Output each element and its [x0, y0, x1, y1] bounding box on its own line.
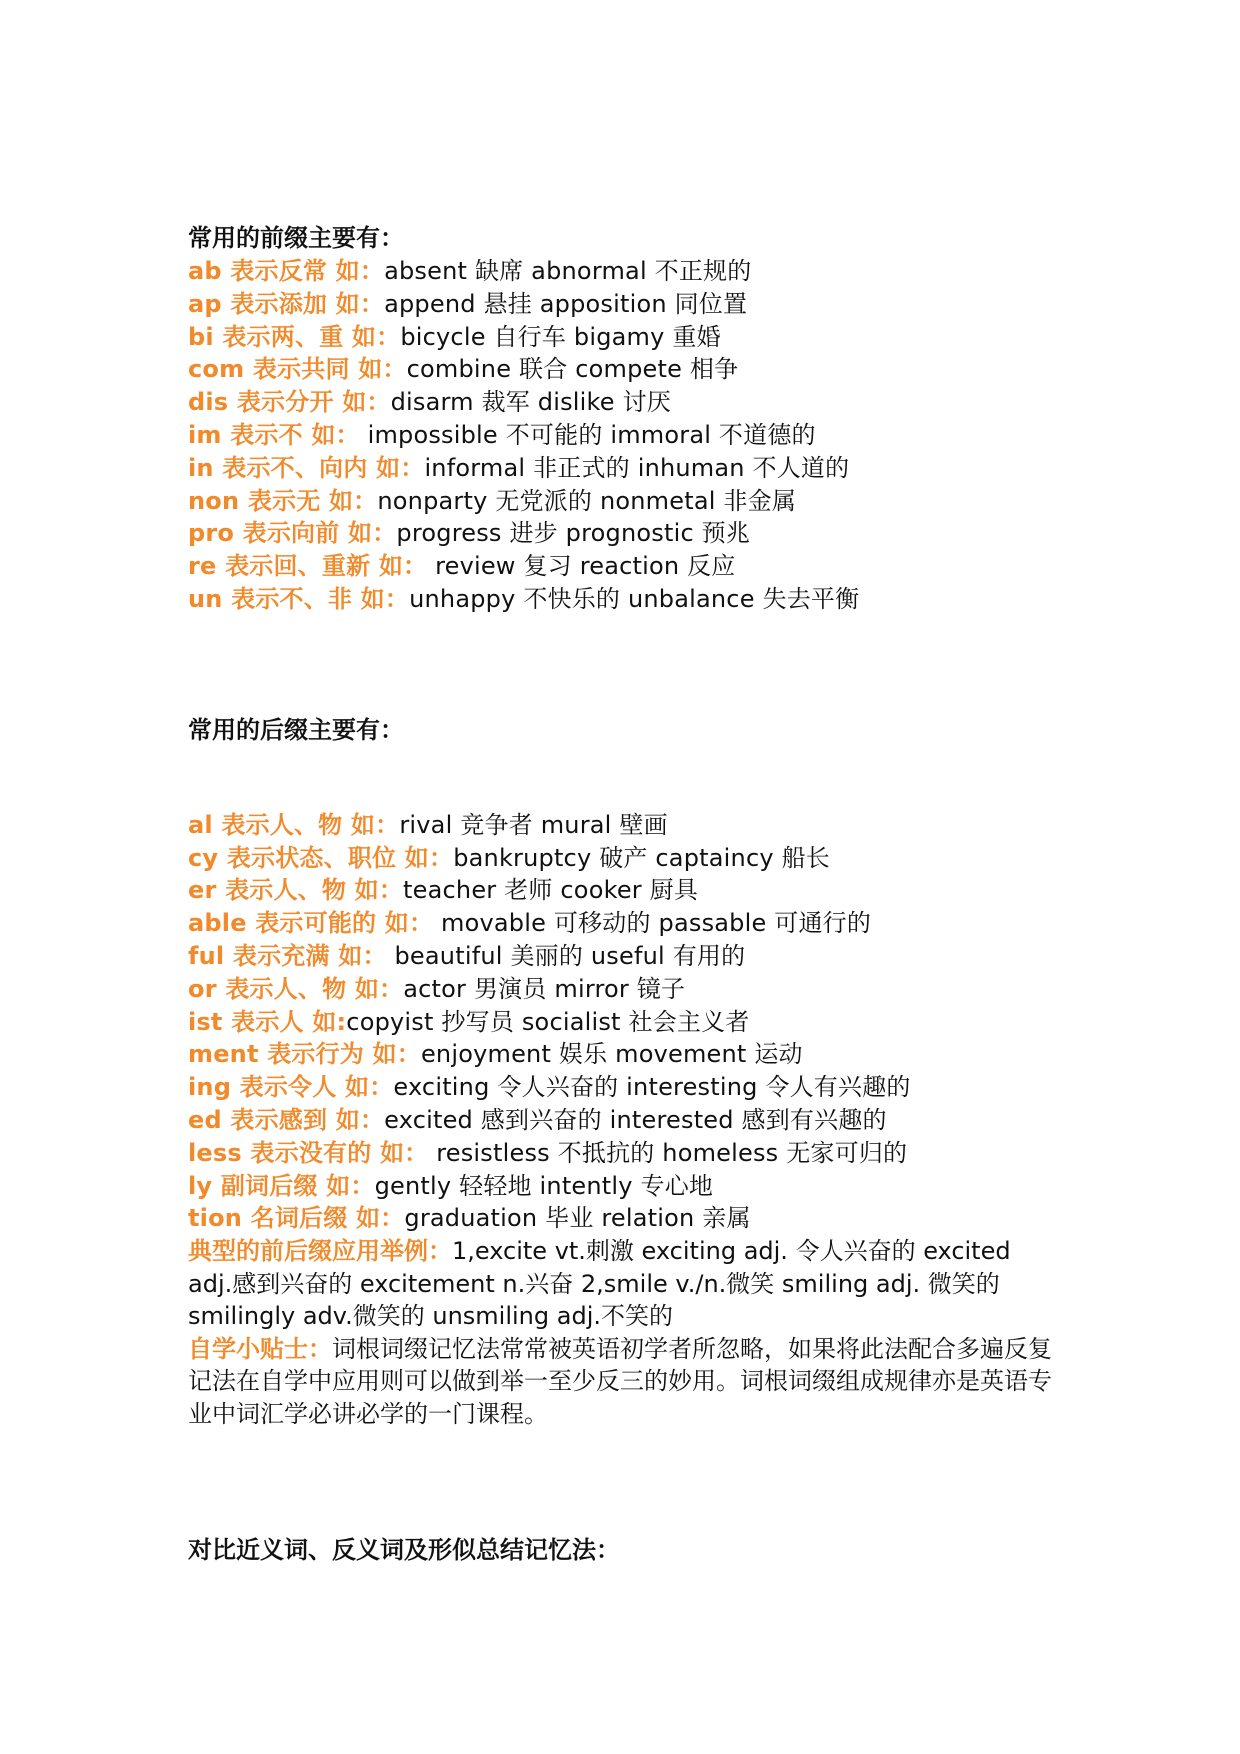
- affix-line: [188, 842, 1068, 875]
- affix-label: ment 表示行为 如：: [188, 1040, 421, 1069]
- affix-label: ist 表示人 如:: [188, 1007, 347, 1036]
- affix-line: [188, 973, 1068, 1006]
- affix-examples: append 悬挂 apposition 同位置: [384, 289, 748, 318]
- affix-examples: unhappy 不快乐的 unbalance 失去平衡: [409, 584, 860, 613]
- affix-label: non 表示无 如：: [188, 486, 378, 515]
- affix-label: in 表示不、向内 如：: [188, 453, 425, 482]
- affix-line: [188, 386, 1068, 419]
- affix-label: bi 表示两、重 如：: [188, 322, 401, 351]
- affix-label: im 表示不 如：: [188, 420, 360, 449]
- tip-paragraph: [188, 1333, 1058, 1431]
- affix-label: ing 表示令人 如：: [188, 1073, 394, 1102]
- affix-label: ly 副词后缀 如：: [188, 1171, 375, 1200]
- affix-line: [188, 517, 1068, 550]
- affix-label: er 表示人、物 如：: [188, 876, 404, 905]
- affix-line: [188, 485, 1068, 518]
- affix-examples: gently 轻轻地 intently 专心地: [374, 1171, 714, 1200]
- affix-label: pro 表示向前 如：: [188, 519, 397, 548]
- affix-examples: excited 感到兴奋的 interested 感到有兴趣的: [384, 1105, 887, 1134]
- affix-line: [188, 1202, 1068, 1235]
- contrast-heading: 对比近义词、反义词及形似总结记忆法：: [188, 1536, 620, 1565]
- affix-examples: rival 竞争者 mural 壁画: [399, 810, 668, 839]
- affix-label: ful 表示充满 如：: [188, 941, 387, 970]
- affix-label: tion 名词后缀 如：: [188, 1204, 405, 1233]
- affix-label: or 表示人、物 如：: [188, 974, 404, 1003]
- affix-line: [188, 583, 1068, 616]
- affix-line: [188, 1038, 1068, 1071]
- affix-label: com 表示共同 如：: [188, 355, 407, 384]
- affix-examples: teacher 老师 cooker 厨具: [403, 876, 699, 905]
- affix-examples: resistless 不抵抗的 homeless 无家可归的: [428, 1138, 908, 1167]
- affix-examples: exciting 令人兴奋的 interesting 令人有兴趣的: [393, 1073, 911, 1102]
- affix-line: [188, 1071, 1068, 1104]
- affix-line: [188, 321, 1068, 354]
- affix-label: less 表示没有的 如：: [188, 1138, 429, 1167]
- affix-label: un 表示不、非 如：: [188, 584, 410, 613]
- affix-line: [188, 255, 1068, 288]
- affix-examples: beautiful 美丽的 useful 有用的: [386, 941, 746, 970]
- tip-label: 自学小贴士：: [188, 1334, 332, 1363]
- affix-examples: copyist 抄写员 socialist 社会主义者: [346, 1007, 750, 1036]
- affix-examples: progress 进步 prognostic 预兆: [396, 519, 751, 548]
- prefix-heading: 常用的前缀主要有：: [188, 224, 404, 252]
- affix-label: able 表示可能的 如：: [188, 909, 434, 938]
- affix-line: [188, 940, 1068, 973]
- affix-line: [188, 419, 1068, 452]
- affix-examples: nonparty 无党派的 nonmetal 非金属: [377, 486, 797, 515]
- affix-examples: graduation 毕业 relation 亲属: [404, 1204, 751, 1233]
- affix-examples: enjoyment 娱乐 movement 运动: [420, 1040, 803, 1069]
- example-label: 典型的前后缀应用举例：: [188, 1237, 452, 1266]
- affix-examples: informal 非正式的 inhuman 不人道的: [424, 453, 850, 482]
- affix-line: [188, 907, 1068, 940]
- affix-line: [188, 874, 1068, 907]
- affix-label: ab 表示反常 如：: [188, 257, 385, 285]
- affix-examples: bicycle 自行车 bigamy 重婚: [400, 322, 721, 351]
- affix-examples: movable 可移动的 passable 可通行的: [433, 909, 872, 938]
- affix-examples: impossible 不可能的 immoral 不道德的: [359, 420, 816, 449]
- affix-label: al 表示人、物 如：: [188, 810, 400, 839]
- affix-line: [188, 1104, 1068, 1137]
- affix-label: ed 表示感到 如：: [188, 1105, 385, 1134]
- affix-label: ap 表示添加 如：: [188, 289, 385, 318]
- affix-examples: absent 缺席 abnormal 不正规的: [384, 257, 752, 285]
- tip-text: 词根词缀记忆法常常被英语初学者所忽略，如果将此法配合多遍反复记法在自学中应用则可以做到举一至少反三的妙用。词根词缀组成规律亦是英语专业中词汇学必讲必学的一门课程。: [188, 1334, 1052, 1428]
- affix-line: [188, 1137, 1068, 1170]
- affix-label: re 表示回、重新 如：: [188, 552, 428, 581]
- example-text: 1,excite vt.刺激 exciting adj. 令人兴奋的 excited adj.感到兴奋的 excitement n.兴奋 2,smile v./n.微笑 smiling adj. 微笑的 smilingly adv.微笑的 unsmiling adj.不笑的: [188, 1237, 1011, 1331]
- affix-line: [188, 353, 1068, 386]
- affix-examples: bankruptcy 破产 captaincy 船长: [453, 843, 830, 872]
- affix-line: [188, 452, 1068, 485]
- suffix-list: [188, 809, 1068, 1235]
- document-page: [188, 222, 1068, 1567]
- suffix-heading: 常用的后缀主要有：: [188, 715, 404, 744]
- affix-line: [188, 1170, 1068, 1203]
- affix-line: [188, 288, 1068, 321]
- affix-line: [188, 550, 1068, 583]
- affix-examples: actor 男演员 mirror 镜子: [403, 974, 686, 1003]
- affix-examples: disarm 裁军 dislike 讨厌: [390, 388, 671, 417]
- affix-line: [188, 1006, 1068, 1039]
- example-paragraph: [188, 1235, 1058, 1333]
- affix-label: dis 表示分开 如：: [188, 388, 391, 417]
- affix-line: [188, 809, 1068, 842]
- affix-label: cy 表示状态、职位 如：: [188, 843, 454, 872]
- affix-examples: combine 联合 compete 相争: [406, 355, 739, 384]
- prefix-list: [188, 255, 1068, 616]
- affix-examples: review 复习 reaction 反应: [427, 552, 736, 581]
